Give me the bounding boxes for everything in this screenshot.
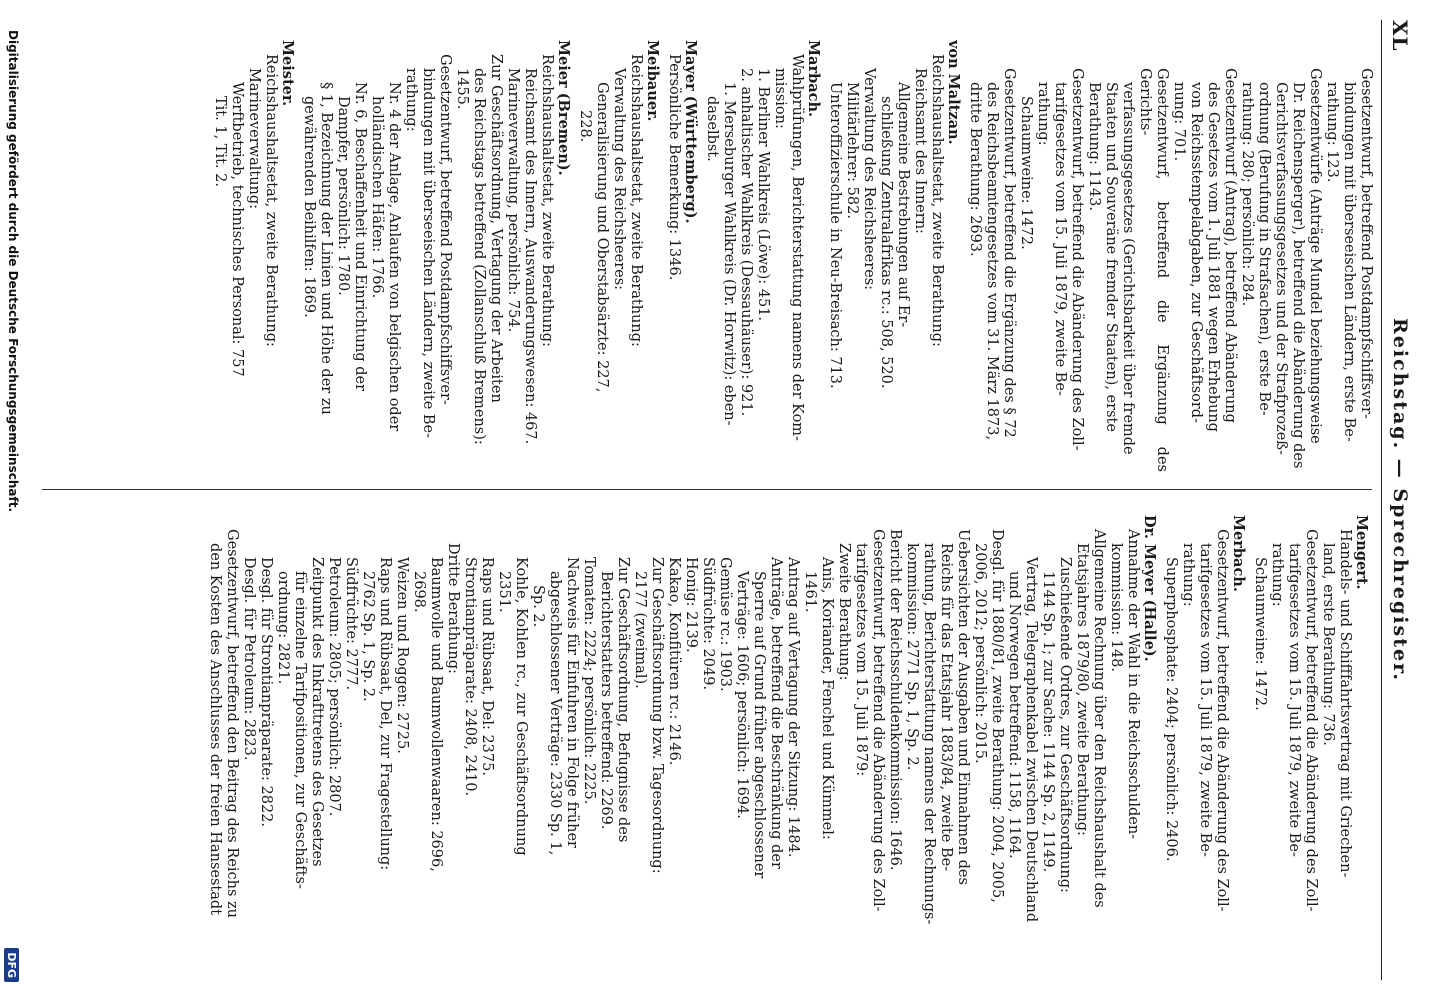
register-entry: Schaumweine: 1472. xyxy=(1018,96,1034,250)
register-entry: Berathung: 1143. xyxy=(1086,82,1102,211)
column-divider xyxy=(42,489,1372,490)
register-entry: Zur Geschäftsordnung, Vertagung der Arbeiten xyxy=(488,54,504,403)
register-entry: 1. Merseburger Wahlkreis (Dr. Horwitz): eben- xyxy=(721,82,737,426)
register-entry: Gesetzentwurf, betreffend den Beitrag des Reichs zu xyxy=(224,529,240,918)
register-entry: Raps und Rübsaat, Del: 2375. xyxy=(479,557,495,776)
register-entry: Schaumweine: 1472. xyxy=(1252,557,1268,711)
register-entry: 2. anhaltischer Wahlkreis (Dessauhäuser): 921. xyxy=(738,68,754,417)
register-entry: Generalisierung und Oberstabsärzte: 227, xyxy=(594,82,610,393)
page-number: XL xyxy=(1388,20,1412,52)
register-entry: Zeitpunkt des Inkrafttretens des Gesetzes xyxy=(309,557,325,867)
register-entry: Anis, Koriander, Fenchel und Kümmel: xyxy=(819,557,835,840)
register-entry: 2762 Sp. 1, Sp. 2. xyxy=(360,571,376,702)
register-entry: Vertrag, Telegraphenkabel zwischen Deutschland xyxy=(1023,557,1039,923)
register-heading: von Maltzan. xyxy=(945,40,962,145)
register-entry: 1. Berliner Wahlkreis (Löwe): 451. xyxy=(755,68,771,322)
register-heading: Marbach. xyxy=(805,40,822,118)
register-entry: 228. xyxy=(577,110,593,143)
register-entry: Strontianpräparate: 2408, 2410. xyxy=(462,557,478,797)
register-heading: Meier (Bremen). xyxy=(555,40,572,176)
register-entry: Gesetzentwurf, betreffend Postdampfschiffsver- xyxy=(1358,68,1374,419)
dfg-logo: DFG xyxy=(4,948,19,982)
register-entry: rathung: xyxy=(403,68,419,132)
register-entry: Unteroffizierschule in Neu-Breisach: 713. xyxy=(827,82,843,389)
register-entry: Werftbetrieb, technisches Personal: 757 xyxy=(229,82,245,377)
register-entry: verfassungsgesetzes (Gerichtsbarkeit über fremde xyxy=(1120,82,1136,455)
register-entry: von Reichsstempelabgaben, zur Geschäftsord- xyxy=(1188,82,1204,423)
register-entry: Antrag auf Vertagung der Sitzung: 1484. xyxy=(785,557,801,858)
register-entry: Verwaltung des Reichsheeres: xyxy=(611,68,627,291)
register-entry: mission: xyxy=(772,68,788,129)
register-entry: 2698. xyxy=(411,571,427,613)
register-entry: Nr. 4 der Anlage, Anlaufen von belgischen oder xyxy=(386,82,402,432)
register-entry: 1455. xyxy=(454,68,470,110)
register-entry: ordnung: 2821. xyxy=(275,571,291,685)
register-entry: Tit. 1, Tit. 2. xyxy=(212,96,228,187)
register-entry: Gesetzentwurf (Antrag), betreffend Abänderung xyxy=(1222,68,1238,423)
register-entry: Desgl. für Petroleum: 2823. xyxy=(241,557,257,761)
register-entry: dritte Berathung: 2693. xyxy=(967,82,983,257)
right-column xyxy=(29,515,1374,947)
register-entry: Gesetzentwurf, betreffend die Ergänzung des § 72 xyxy=(1001,68,1017,438)
register-entry: Zur Geschäftsordnung bzw. Tagesordnung: xyxy=(649,557,665,874)
register-entry: Reichshaushaltsetat, zweite Berathung: xyxy=(628,54,644,347)
register-entry: Tomaten: 2224; persönlich: 2225. xyxy=(581,557,597,805)
register-entry: Gesetzentwurf, betreffend Postdampfschiffsver- xyxy=(437,54,453,405)
register-entry: § 1, Bezeichnung der Linien und Höhe der zu xyxy=(318,82,334,415)
register-entry: rathung: 280; persönlich: 284. xyxy=(1239,82,1255,307)
register-heading: Meibauer. xyxy=(644,40,661,122)
register-entry: Gesetzentwurf, betreffend die Ergänzung des Gerichts- xyxy=(1137,68,1170,472)
register-entry: Petroleum: 2805; persönlich: 2807. xyxy=(326,557,342,817)
register-entry: ordnung (Berufung in Strafsachen), erste Be- xyxy=(1256,82,1272,416)
register-entry: Staaten und Souveräne fremder Staaten), erste xyxy=(1103,82,1119,432)
register-entry: Raps und Rübsaat, Del, zur Fragestellung: xyxy=(377,557,393,871)
register-heading: Mengert. xyxy=(1353,515,1370,590)
register-entry: des Reichstags betreffend (Zollanschluß Bremens): xyxy=(471,68,487,445)
register-entry: Kohle, Kohlen rc., zur Geschäftsordnung xyxy=(513,557,529,856)
register-entry: rathung: xyxy=(1035,82,1051,146)
register-entry: rathung: xyxy=(1180,543,1196,607)
register-entry: Reichshaushaltsetat, zweite Berathung: xyxy=(539,54,555,347)
register-entry: Reichsamt des Innern, Auswanderungswesen: 467. xyxy=(522,68,538,445)
register-entry: Anträge, betreffend die Beschränkung der xyxy=(768,557,784,869)
register-entry: Verträge: 1606; persönlich: 1694. xyxy=(734,571,750,819)
register-entry: Zweite Berathung: xyxy=(836,543,852,681)
register-entry: Allgemeine Rechnung über den Reichshaushalt des xyxy=(1091,529,1107,908)
running-title: Reichstag. — Sprechregister. xyxy=(1389,318,1411,682)
register-entry: Gesetzentwürfe (Anträge Mundel beziehungsweise xyxy=(1307,68,1323,444)
register-entry: für einzelne Tarifpositionen, zur Geschäfts- xyxy=(292,571,308,889)
register-entry: Desgl. für Strontianpräparate: 2822. xyxy=(258,557,274,828)
register-entry: Uebersichten der Ausgaben und Einnahmen des xyxy=(955,529,971,885)
register-entry: den Kosten des Anschlusses der freien Hansestadt xyxy=(207,543,223,916)
register-entry: Desgl. für 1880/81, zweite Berathung: 2004, 2005, xyxy=(989,529,1005,903)
register-entry: kommission: 2771 Sp. 1, Sp. 2. xyxy=(904,543,920,771)
register-entry: tarifgesetzes vom 15. Juli 1879: xyxy=(853,543,869,777)
register-entry: Superphosphate: 2404; persönlich: 2406. xyxy=(1163,557,1179,862)
register-entry: 2006, 2012; persönlich: 2015. xyxy=(972,543,988,764)
register-entry: rathung: 123. xyxy=(1324,82,1340,183)
register-entry: Verwaltung des Reichsheeres: xyxy=(861,68,877,291)
register-entry: Wahlprüfungen, Berichterstattung namens der Kom- xyxy=(789,54,805,441)
register-entry: land, erste Berathung: 736. xyxy=(1320,543,1336,746)
register-entry: tarifgesetzes vom 15. Juli 1879, zweite Be- xyxy=(1286,543,1302,857)
register-entry: tarifgesetzes vom 15. Juli 1879, zweite Be- xyxy=(1052,82,1068,396)
register-entry: Zur Geschäftsordnung, Befugnisse des xyxy=(615,557,631,843)
register-entry: Berichterstatters betreffend: 2269. xyxy=(598,571,614,830)
register-entry: Annahme der Wahl in die Reichsschulden- xyxy=(1125,529,1141,840)
register-entry: bindungen mit überseeischen Ländern, erste Be- xyxy=(1341,82,1357,442)
register-entry: 1461. xyxy=(802,571,818,613)
register-entry: Sperre auf Grund früher abgeschlossener xyxy=(751,571,767,879)
register-entry: Etatsjahres 1879/80, zweite Berathung: xyxy=(1074,543,1090,836)
register-entry: Sp. 2. xyxy=(530,585,546,628)
register-entry: Kakao, Konfitüren rc.: 2146. xyxy=(666,557,682,766)
register-entry: kommission: 148. xyxy=(1108,543,1124,673)
register-entry: Reichs für das Etatsjahr 1883/84, zweite Be- xyxy=(938,543,954,872)
register-entry: Nachweis für Einfuhren in Folge früher xyxy=(564,557,580,848)
register-entry: nung: 701. xyxy=(1171,82,1187,162)
register-entry: Gesetzentwurf, betreffend die Abänderung des Zoll- xyxy=(1303,529,1319,912)
register-entry: Militärlehrer: 582. xyxy=(844,82,860,219)
register-entry: rathung, Berichterstattung namens der Rechnungs- xyxy=(921,543,937,925)
register-entry: holländischen Häfen: 1766. xyxy=(369,96,385,299)
register-entry: Dritte Berathung: xyxy=(445,543,461,674)
register-entry: daselbst. xyxy=(704,96,720,162)
left-column xyxy=(29,40,1374,472)
register-entry: Handels- und Schifffahrtsvertrag mit Griechen- xyxy=(1337,529,1353,878)
register-heading: Dr. Meyer (Halle). xyxy=(1141,515,1158,662)
register-entry: des Gesetzes vom 1. Juli 1881 wegen Erhebung xyxy=(1205,82,1221,432)
register-entry: Südfrüchte: 2777. xyxy=(343,557,359,691)
register-entry: Nr. 6, Beschaffenheit und Einrichtung der xyxy=(352,82,368,392)
register-entry: 1144 Sp. 1; zur Sache: 1144 Sp. 2, 1149. xyxy=(1040,571,1056,873)
register-entry: bindungen mit überseeischen Ländern, zweite Be- xyxy=(420,68,436,439)
register-entry: schließung Zentralafrikas rc.: 508, 520. xyxy=(878,96,894,389)
register-entry: Bericht der Reichsschuldenkommission: 1646. xyxy=(887,529,903,871)
register-entry: 2351. xyxy=(496,571,512,613)
register-entry: Zuschießende Ordres, zur Geschäftsordnung: xyxy=(1057,557,1073,893)
register-entry: des Reichsbeamtengesetzes vom 31. März 1873, xyxy=(984,82,1000,441)
register-entry: Gesetzentwurf, betreffend die Abänderung des Zoll- xyxy=(1069,68,1085,451)
register-entry: Gemüse rc.: 1903. xyxy=(717,557,733,692)
register-entry: Honig: 2139. xyxy=(683,557,699,653)
register-entry: Dr. Reichensperger), betreffend die Abänderung des xyxy=(1290,82,1306,469)
digitization-note: Digitalisierung gefördert durch die Deutsche Forschungsgemeinschaft. xyxy=(6,30,20,513)
register-entry: Persönliche Bemerkung: 1346. xyxy=(666,54,682,281)
register-entry: 2177 (zweimal). xyxy=(632,571,648,689)
register-entry: Gesetzentwurf, betreffend die Abänderung des Zoll- xyxy=(870,529,886,912)
register-entry: Baumwolle und Baumwollenwaaren: 2696, xyxy=(428,557,444,872)
register-entry: Reichshaushaltsetat, zweite Berathung: xyxy=(929,54,945,347)
register-entry: rathung: xyxy=(1269,543,1285,607)
register-entry: Südfrüchte: 2049. xyxy=(700,557,716,691)
register-entry: Weizen und Roggen: 2725. xyxy=(394,557,410,754)
register-entry: und Norwegen betreffend: 1158, 1164. xyxy=(1006,571,1022,859)
register-entry: Gesetzentwurf, betreffend die Abänderung des Zoll- xyxy=(1214,529,1230,912)
register-heading: Merbach. xyxy=(1230,515,1247,592)
register-entry: Gerichtsverfassungsgesetzes und der Strafprozeß- xyxy=(1273,82,1289,455)
register-entry: Reichshaushaltsetat, zweite Berathung: xyxy=(263,54,279,347)
register-entry: Marineverwaltung, persönlich: 754. xyxy=(505,68,521,333)
register-entry: gewährenden Beihilfen: 1869. xyxy=(301,96,317,318)
register-entry: Marineverwaltung: xyxy=(246,68,262,210)
register-entry: Reichsamt des Innern: xyxy=(912,68,928,234)
register-entry: abgeschlossener Verträge: 2330 Sp. 1, xyxy=(547,571,563,856)
register-entry: Allgemeine Bestrebungen auf Er- xyxy=(895,82,911,328)
register-heading: Mayer (Württemberg). xyxy=(682,40,699,224)
register-heading: Meister. xyxy=(279,40,296,107)
page-header xyxy=(1381,20,1414,980)
register-entry: Dampfer, persönlich: 1780. xyxy=(335,96,351,296)
register-entry: tarifgesetzes vom 15. Juli 1879, zweite Be- xyxy=(1197,543,1213,857)
